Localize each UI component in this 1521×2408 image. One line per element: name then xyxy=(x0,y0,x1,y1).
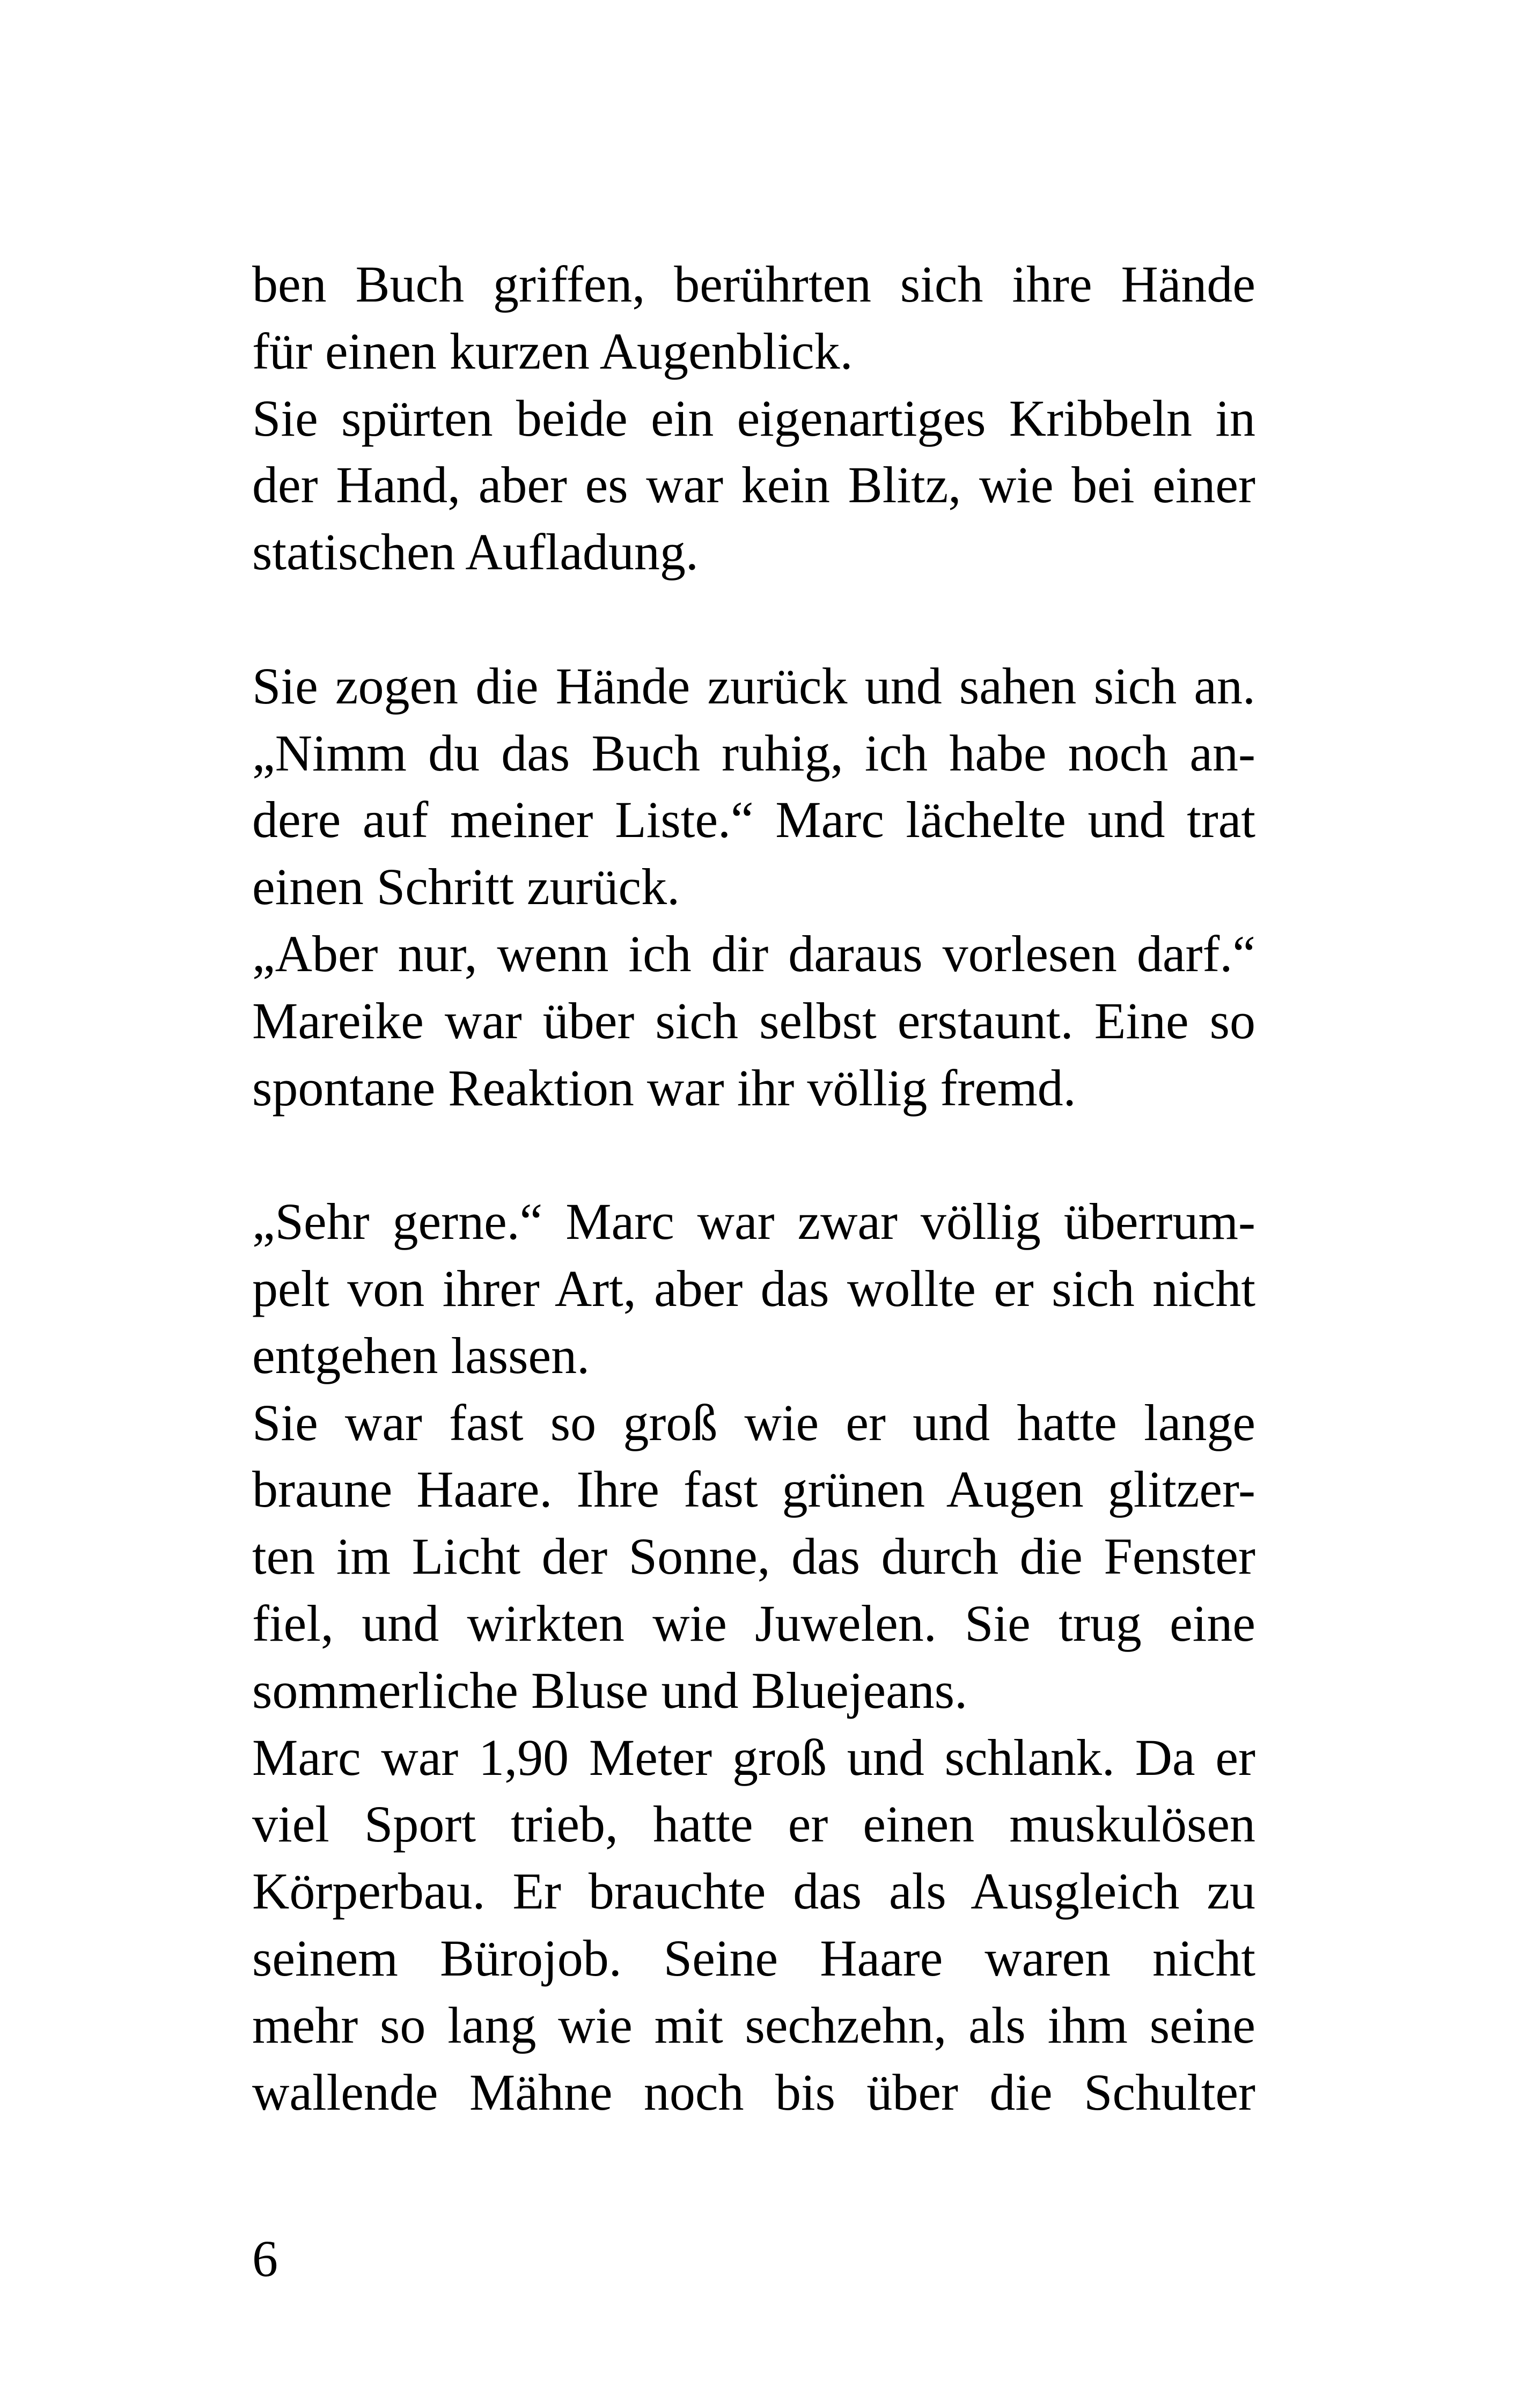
text-line: Marc war 1,90 Meter groß und schlank. Da er xyxy=(252,1728,1255,1786)
text-line: entgehen lassen. xyxy=(252,1326,590,1384)
text-line: pelt von ihrer Art, aber das wollte er sich nicht xyxy=(252,1259,1255,1317)
text-line: wallende Mähne noch bis über die Schulter xyxy=(252,2063,1255,2121)
text-line: „Aber nur, wenn ich dir daraus vorlesen darf.“ xyxy=(252,924,1255,982)
page-body-text xyxy=(252,251,1255,2126)
paragraph-gap xyxy=(252,1121,1255,1188)
text-line: Sie spürten beide ein eigenartiges Kribbeln in xyxy=(252,389,1255,447)
text-line: seinem Bürojob. Seine Haare waren nicht xyxy=(252,1929,1255,1987)
text-line: ben Buch griffen, berührten sich ihre Hände xyxy=(252,255,1255,313)
text-line: dere auf meiner Liste.“ Marc lächelte und trat xyxy=(252,791,1255,849)
text-line: „Sehr gerne.“ Marc war zwar völlig überrum- xyxy=(252,1193,1255,1251)
text-line: sommerliche Bluse und Bluejeans. xyxy=(252,1661,968,1719)
text-line: mehr so lang wie mit sechzehn, als ihm seine xyxy=(252,1996,1255,2054)
text-line: der Hand, aber es war kein Blitz, wie bei einer xyxy=(252,456,1255,514)
paragraph-gap xyxy=(252,586,1255,653)
text-line: spontane Reaktion war ihr völlig fremd. xyxy=(252,1059,1076,1117)
text-line: Mareike war über sich selbst erstaunt. Eine so xyxy=(252,992,1255,1049)
text-line: ten im Licht der Sonne, das durch die Fenster xyxy=(252,1528,1255,1585)
text-line: einen Schritt zurück. xyxy=(252,858,680,916)
text-line: für einen kurzen Augenblick. xyxy=(252,322,853,380)
page-number: 6 xyxy=(252,2230,278,2287)
text-line: Körperbau. Er brauchte das als Ausgleich zu xyxy=(252,1862,1255,1920)
text-line: fiel, und wirkten wie Juwelen. Sie trug eine xyxy=(252,1594,1255,1652)
text-line: Sie war fast so groß wie er und hatte lange xyxy=(252,1393,1255,1451)
text-line: „Nimm du das Buch ruhig, ich habe noch an- xyxy=(252,724,1255,782)
text-line: viel Sport trieb, hatte er einen muskulösen xyxy=(252,1795,1255,1853)
text-line: Sie zogen die Hände zurück und sahen sich an. xyxy=(252,657,1255,715)
text-line: braune Haare. Ihre fast grünen Augen glitzer- xyxy=(252,1460,1255,1518)
text-line: statischen Aufladung. xyxy=(252,523,699,581)
